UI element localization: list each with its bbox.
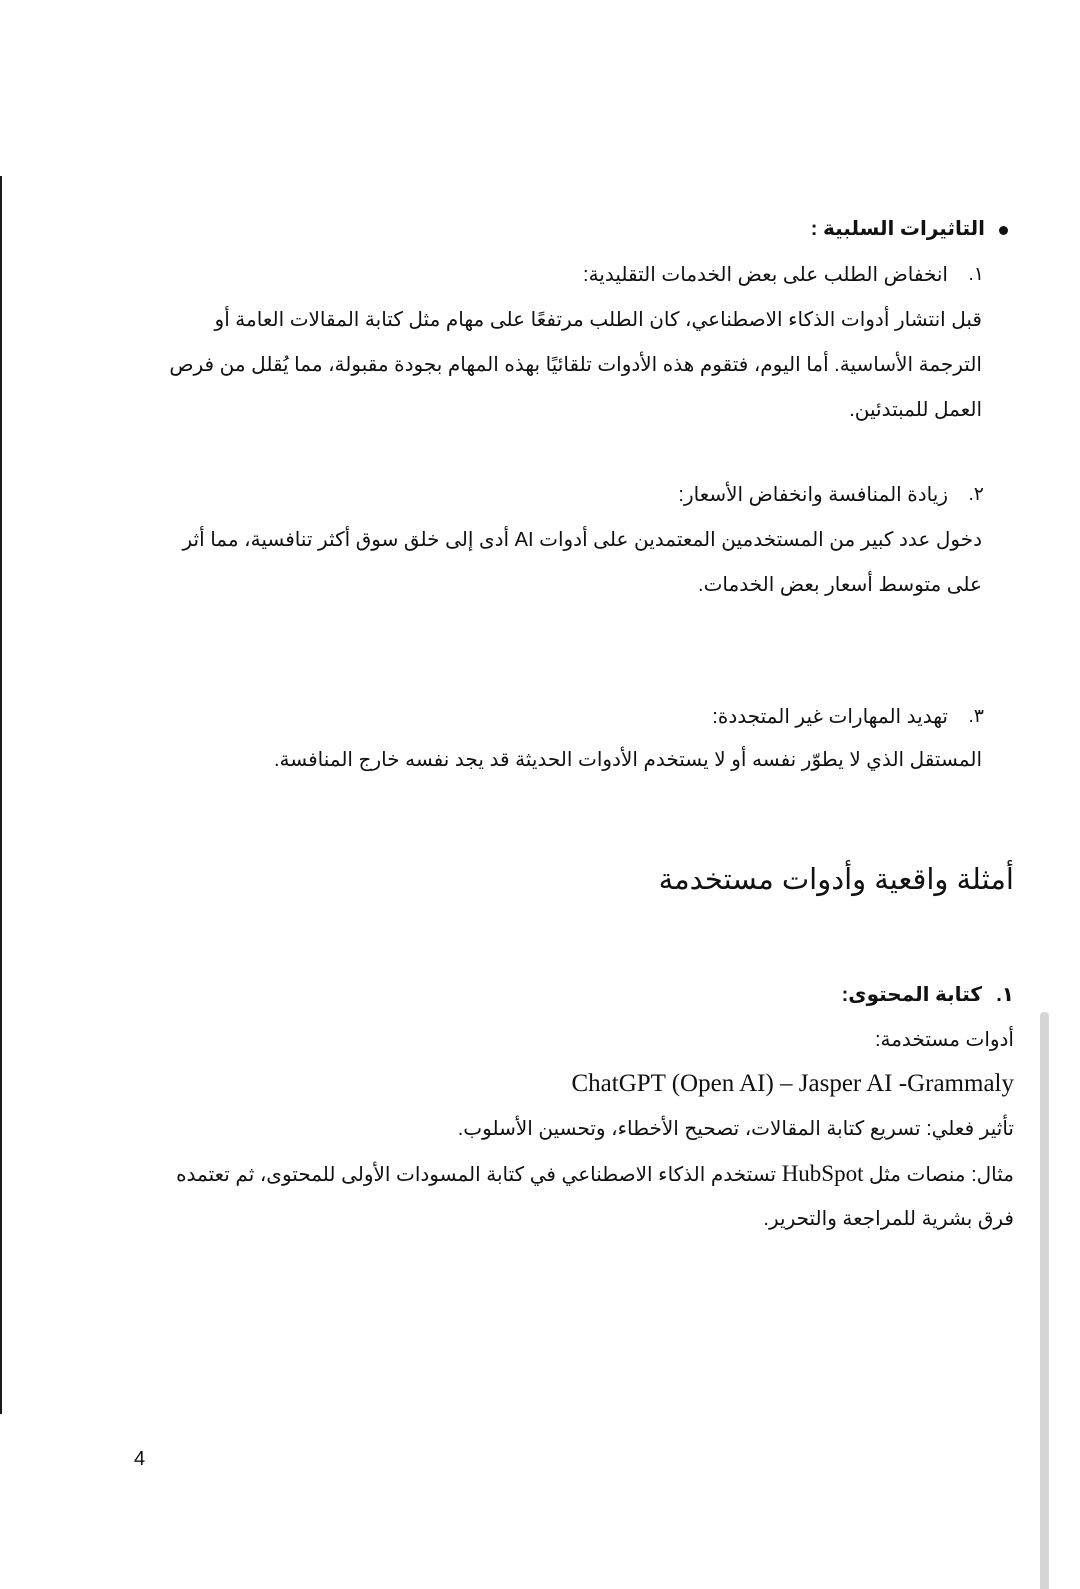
item-2-title: زيادة المنافسة وانخفاض الأسعار: [678,484,948,506]
item-2-number: ٢. [968,484,984,505]
item-3-line-1: المستقل الذي لا يطوّر نفسه أو لا يستخدم الأدوات الحديثة قد يجد نفسه خارج المنافسة. [273,749,982,771]
section-1-title: كتابة المحتوى: [841,984,982,1006]
watermark-logo [466,1504,600,1538]
item-1-line-3: العمل للمبتدئين. [849,399,982,421]
item-1-number: ١. [968,264,984,285]
section-1-number: ١. [996,984,1014,1006]
example-prefix: مثال: منصات مثل [869,1164,1014,1186]
example-line-2: فرق بشرية للمراجعة والتحرير. [763,1208,1014,1230]
tools-label: أدوات مستخدمة: [874,1029,1014,1051]
item-1-line-1: قبل انتشار أدوات الذكاء الاصطناعي، كان الطلب مرتفعًا على مهام مثل كتابة المقالات العامة أو [214,309,982,331]
example-brand: HubSpot [781,1161,864,1186]
negative-effects-title: التاثيرات السلبية : [810,218,985,240]
tools-list: ChatGPT (Open AI) – Jasper AI -Grammaly [571,1070,1014,1097]
item-3-title: تهديد المهارات غير المتجددة: [712,706,948,728]
item-1-title: انخفاض الطلب على بعض الخدمات التقليدية: [583,264,948,286]
item-2-line-2: على متوسط أسعار بعض الخدمات. [698,574,982,596]
example-suffix: تستخدم الذكاء الاصطناعي في كتابة المسودات الأولى للمحتوى، ثم تعتمده [176,1164,777,1186]
bullet-icon [999,226,1008,235]
page-number: 4 [134,1448,146,1470]
item-3-number: ٣. [968,706,984,727]
example-line-1 [176,1161,1014,1188]
item-2-line-1: دخول عدد كبير من المستخدمين المعتمدين على أدوات AI أدى إلى خلق سوق أكثر تنافسية، مما أثر [182,529,982,551]
examples-heading: أمثلة واقعية وأدوات مستخدمة [658,864,1014,896]
effect-line: تأثير فعلي: تسريع كتابة المقالات، تصحيح الأخطاء، وتحسين الأسلوب. [457,1118,1014,1140]
item-1-line-2: الترجمة الأساسية. أما اليوم، فتقوم هذه الأدوات تلقائيًا بهذه المهام بجودة مقبولة، مما يُقلل من فرص [169,354,982,376]
